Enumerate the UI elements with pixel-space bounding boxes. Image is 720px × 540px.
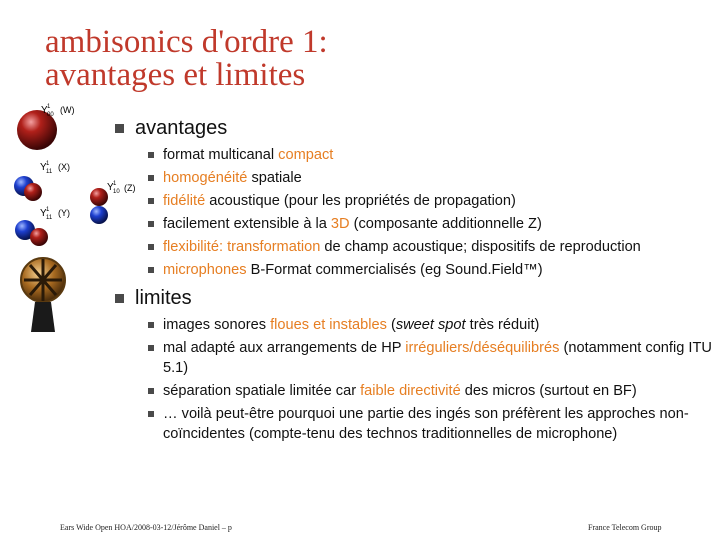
svg-text:1: 1 xyxy=(46,207,50,213)
item-text: B-Format commercialisés (eg Sound.Field™) xyxy=(246,262,543,278)
label-y: Y xyxy=(41,105,48,116)
highlighted-text: compact xyxy=(278,147,334,163)
item-text: spatiale xyxy=(247,170,302,186)
bullet-square-icon xyxy=(148,221,154,227)
item-text: acoustique (pour les propriétés de propagation) xyxy=(205,193,516,209)
bullet-square-icon xyxy=(148,244,154,250)
item-text: (notamment config ITU 5.1) xyxy=(163,340,712,376)
z-lobe-blue-icon xyxy=(90,206,108,224)
bullet-square-icon xyxy=(115,294,124,303)
label-order: 1 xyxy=(47,104,51,110)
z-lobe-red-icon xyxy=(90,188,108,206)
svg-text:Y: Y xyxy=(40,208,47,219)
highlighted-text: faible directivité xyxy=(360,383,461,399)
label-00: 00 xyxy=(47,112,54,118)
section-heading-limites xyxy=(115,287,192,310)
item-text: images sonores xyxy=(163,317,271,333)
highlighted-text: irréguliers/déséquilibrés xyxy=(405,340,560,356)
item-text: (composante additionnelle Z) xyxy=(349,216,542,232)
svg-text:(X): (X) xyxy=(58,162,70,172)
limites-list xyxy=(148,315,713,447)
section-heading-label: limites xyxy=(135,287,192,309)
x-lobe-red-icon xyxy=(24,183,42,201)
section-heading-label: avantages xyxy=(135,117,228,139)
svg-text:10: 10 xyxy=(113,189,120,195)
svg-text:11: 11 xyxy=(46,215,53,221)
highlighted-text: floues et instables xyxy=(270,317,387,333)
bullet-square-icon xyxy=(148,175,154,181)
highlighted-text: homogénéité xyxy=(163,170,248,186)
avantages-list xyxy=(148,145,713,283)
item-text: sweet spot xyxy=(395,317,466,333)
bullet-square-icon xyxy=(148,152,154,158)
highlighted-text: flexibilité: transformation xyxy=(163,239,321,255)
svg-text:1: 1 xyxy=(46,161,50,167)
list-item xyxy=(148,338,713,378)
label-w: (W) xyxy=(60,105,75,115)
item-text: très réduit) xyxy=(465,317,540,333)
item-text: des micros (surtout en BF) xyxy=(460,383,637,399)
title-line-1: ambisonics d'ordre 1: xyxy=(45,24,328,60)
highlighted-text: fidélité xyxy=(163,193,206,209)
bullet-square-icon xyxy=(148,345,154,351)
footer-left: Ears Wide Open HOA/2008-03-12/Jérôme Daniel – p xyxy=(60,523,232,532)
slide-title xyxy=(45,26,328,92)
bullet-square-icon xyxy=(148,198,154,204)
y-lobe-red-icon xyxy=(30,228,48,246)
highlighted-text: microphones xyxy=(163,262,247,278)
item-text: ( xyxy=(386,317,396,333)
list-item xyxy=(148,381,713,401)
list-item xyxy=(148,237,713,257)
item-text: mal adapté aux arrangements de HP xyxy=(163,340,406,356)
item-text: … voilà peut-être pourquoi une partie des ingés son préfèrent les approches non-coïncidentes (compte-tenu des technos traditionnelles de microphone) xyxy=(163,406,689,442)
list-item xyxy=(148,145,713,165)
list-item xyxy=(148,404,713,444)
svg-text:11: 11 xyxy=(46,169,53,175)
item-text: de champ acoustique; dispositifs de reproduction xyxy=(320,239,641,255)
item-text: format multicanal xyxy=(163,147,279,163)
svg-text:(Y): (Y) xyxy=(58,208,70,218)
bullet-square-icon xyxy=(148,388,154,394)
list-item xyxy=(148,315,713,335)
list-item xyxy=(148,168,713,188)
highlighted-text: 3D xyxy=(330,216,350,232)
title-line-2: avantages et limites xyxy=(45,57,306,93)
list-item xyxy=(148,191,713,211)
list-item xyxy=(148,260,713,280)
svg-text:(Z): (Z) xyxy=(124,183,136,193)
list-item xyxy=(148,214,713,234)
bullet-square-icon xyxy=(148,322,154,328)
soundfield-microphone-icon xyxy=(21,258,65,332)
bullet-square-icon xyxy=(115,124,124,133)
svg-text:Y: Y xyxy=(40,162,47,173)
bullet-square-icon xyxy=(148,267,154,273)
bullet-square-icon xyxy=(148,411,154,417)
svg-text:Y: Y xyxy=(107,182,114,193)
section-heading-avantages xyxy=(115,117,227,140)
svg-text:1: 1 xyxy=(113,181,117,187)
item-text: séparation spatiale limitée car xyxy=(163,383,361,399)
footer-right: France Telecom Group xyxy=(588,523,662,532)
item-text: facilement extensible à la xyxy=(163,216,331,232)
